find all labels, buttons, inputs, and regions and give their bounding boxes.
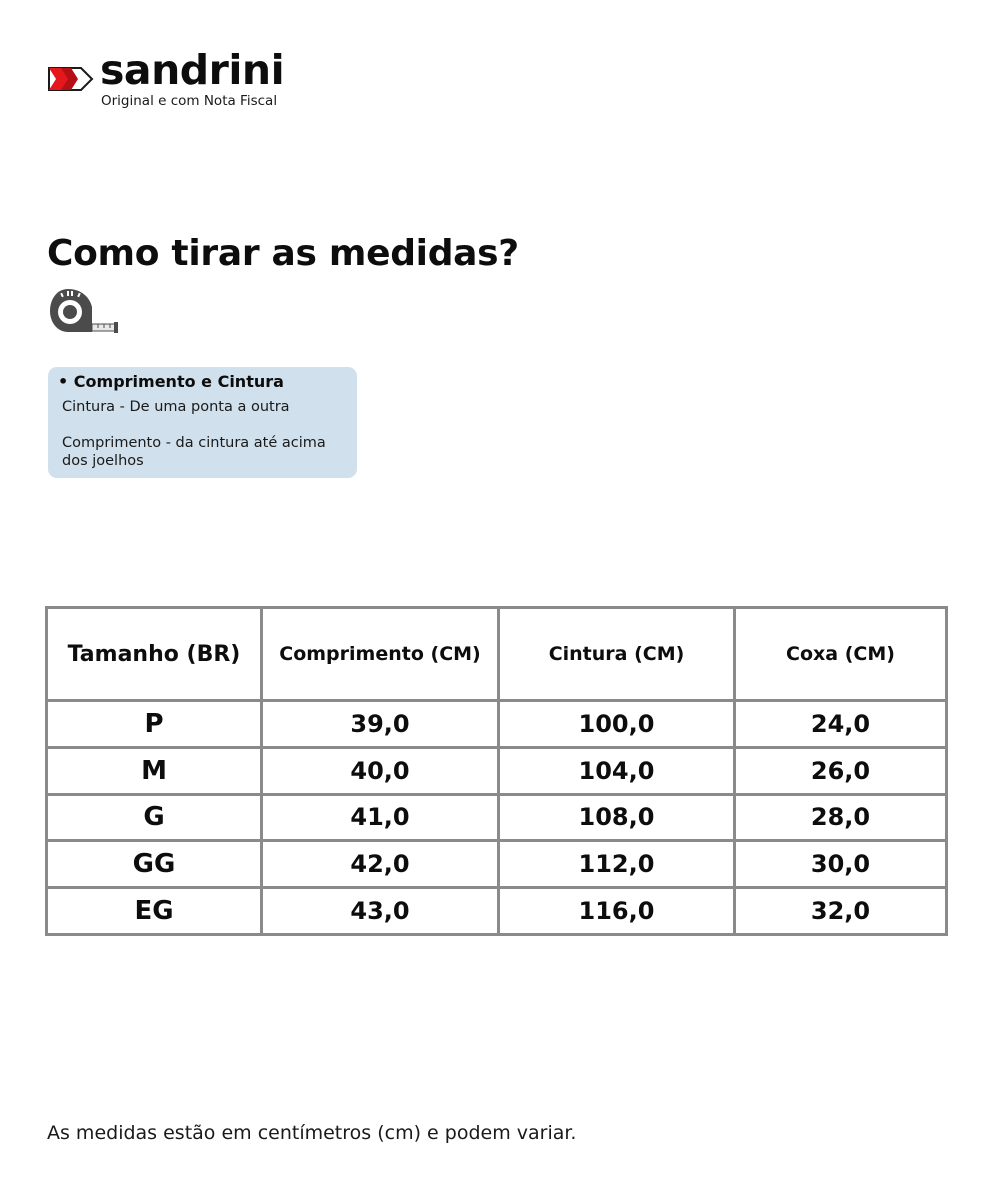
info-card-title: • Comprimento e Cintura (58, 372, 284, 391)
header-thigh: Coxa (CM) (735, 608, 947, 701)
cell-length: 40,0 (262, 747, 499, 794)
tag-logo-icon (47, 66, 94, 92)
header-size: Tamanho (BR) (47, 608, 262, 701)
cell-size: EG (47, 888, 262, 935)
measuring-tape-icon (48, 287, 122, 337)
table-row (47, 747, 947, 794)
cell-length: 42,0 (262, 841, 499, 888)
header-length: Comprimento (CM) (262, 608, 499, 701)
cell-length: 39,0 (262, 701, 499, 748)
cell-waist: 116,0 (499, 888, 735, 935)
brand-name: sandrini (100, 46, 285, 94)
cell-thigh: 28,0 (735, 794, 947, 841)
brand-header (47, 46, 307, 114)
table-row (47, 794, 947, 841)
page-title: Como tirar as medidas? (47, 233, 519, 274)
cell-size: G (47, 794, 262, 841)
measurement-footnote: As medidas estão em centímetros (cm) e podem variar. (47, 1122, 577, 1144)
table-row (47, 701, 947, 748)
cell-thigh: 30,0 (735, 841, 947, 888)
cell-waist: 112,0 (499, 841, 735, 888)
cell-thigh: 24,0 (735, 701, 947, 748)
table-row (47, 841, 947, 888)
cell-waist: 100,0 (499, 701, 735, 748)
size-chart-table (45, 606, 948, 936)
cell-thigh: 32,0 (735, 888, 947, 935)
info-length-instruction: Comprimento - da cintura até acima dos joelhos (62, 435, 326, 469)
cell-waist: 108,0 (499, 794, 735, 841)
header-waist: Cintura (CM) (499, 608, 735, 701)
cell-waist: 104,0 (499, 747, 735, 794)
cell-size: M (47, 747, 262, 794)
cell-thigh: 26,0 (735, 747, 947, 794)
cell-length: 41,0 (262, 794, 499, 841)
cell-size: GG (47, 841, 262, 888)
measurement-info-card (48, 367, 357, 478)
info-waist-instruction: Cintura - De uma ponta a outra (62, 399, 290, 415)
cell-size: P (47, 701, 262, 748)
cell-length: 43,0 (262, 888, 499, 935)
brand-tagline: Original e com Nota Fiscal (101, 93, 278, 109)
table-row (47, 888, 947, 935)
table-header-row (47, 608, 947, 701)
